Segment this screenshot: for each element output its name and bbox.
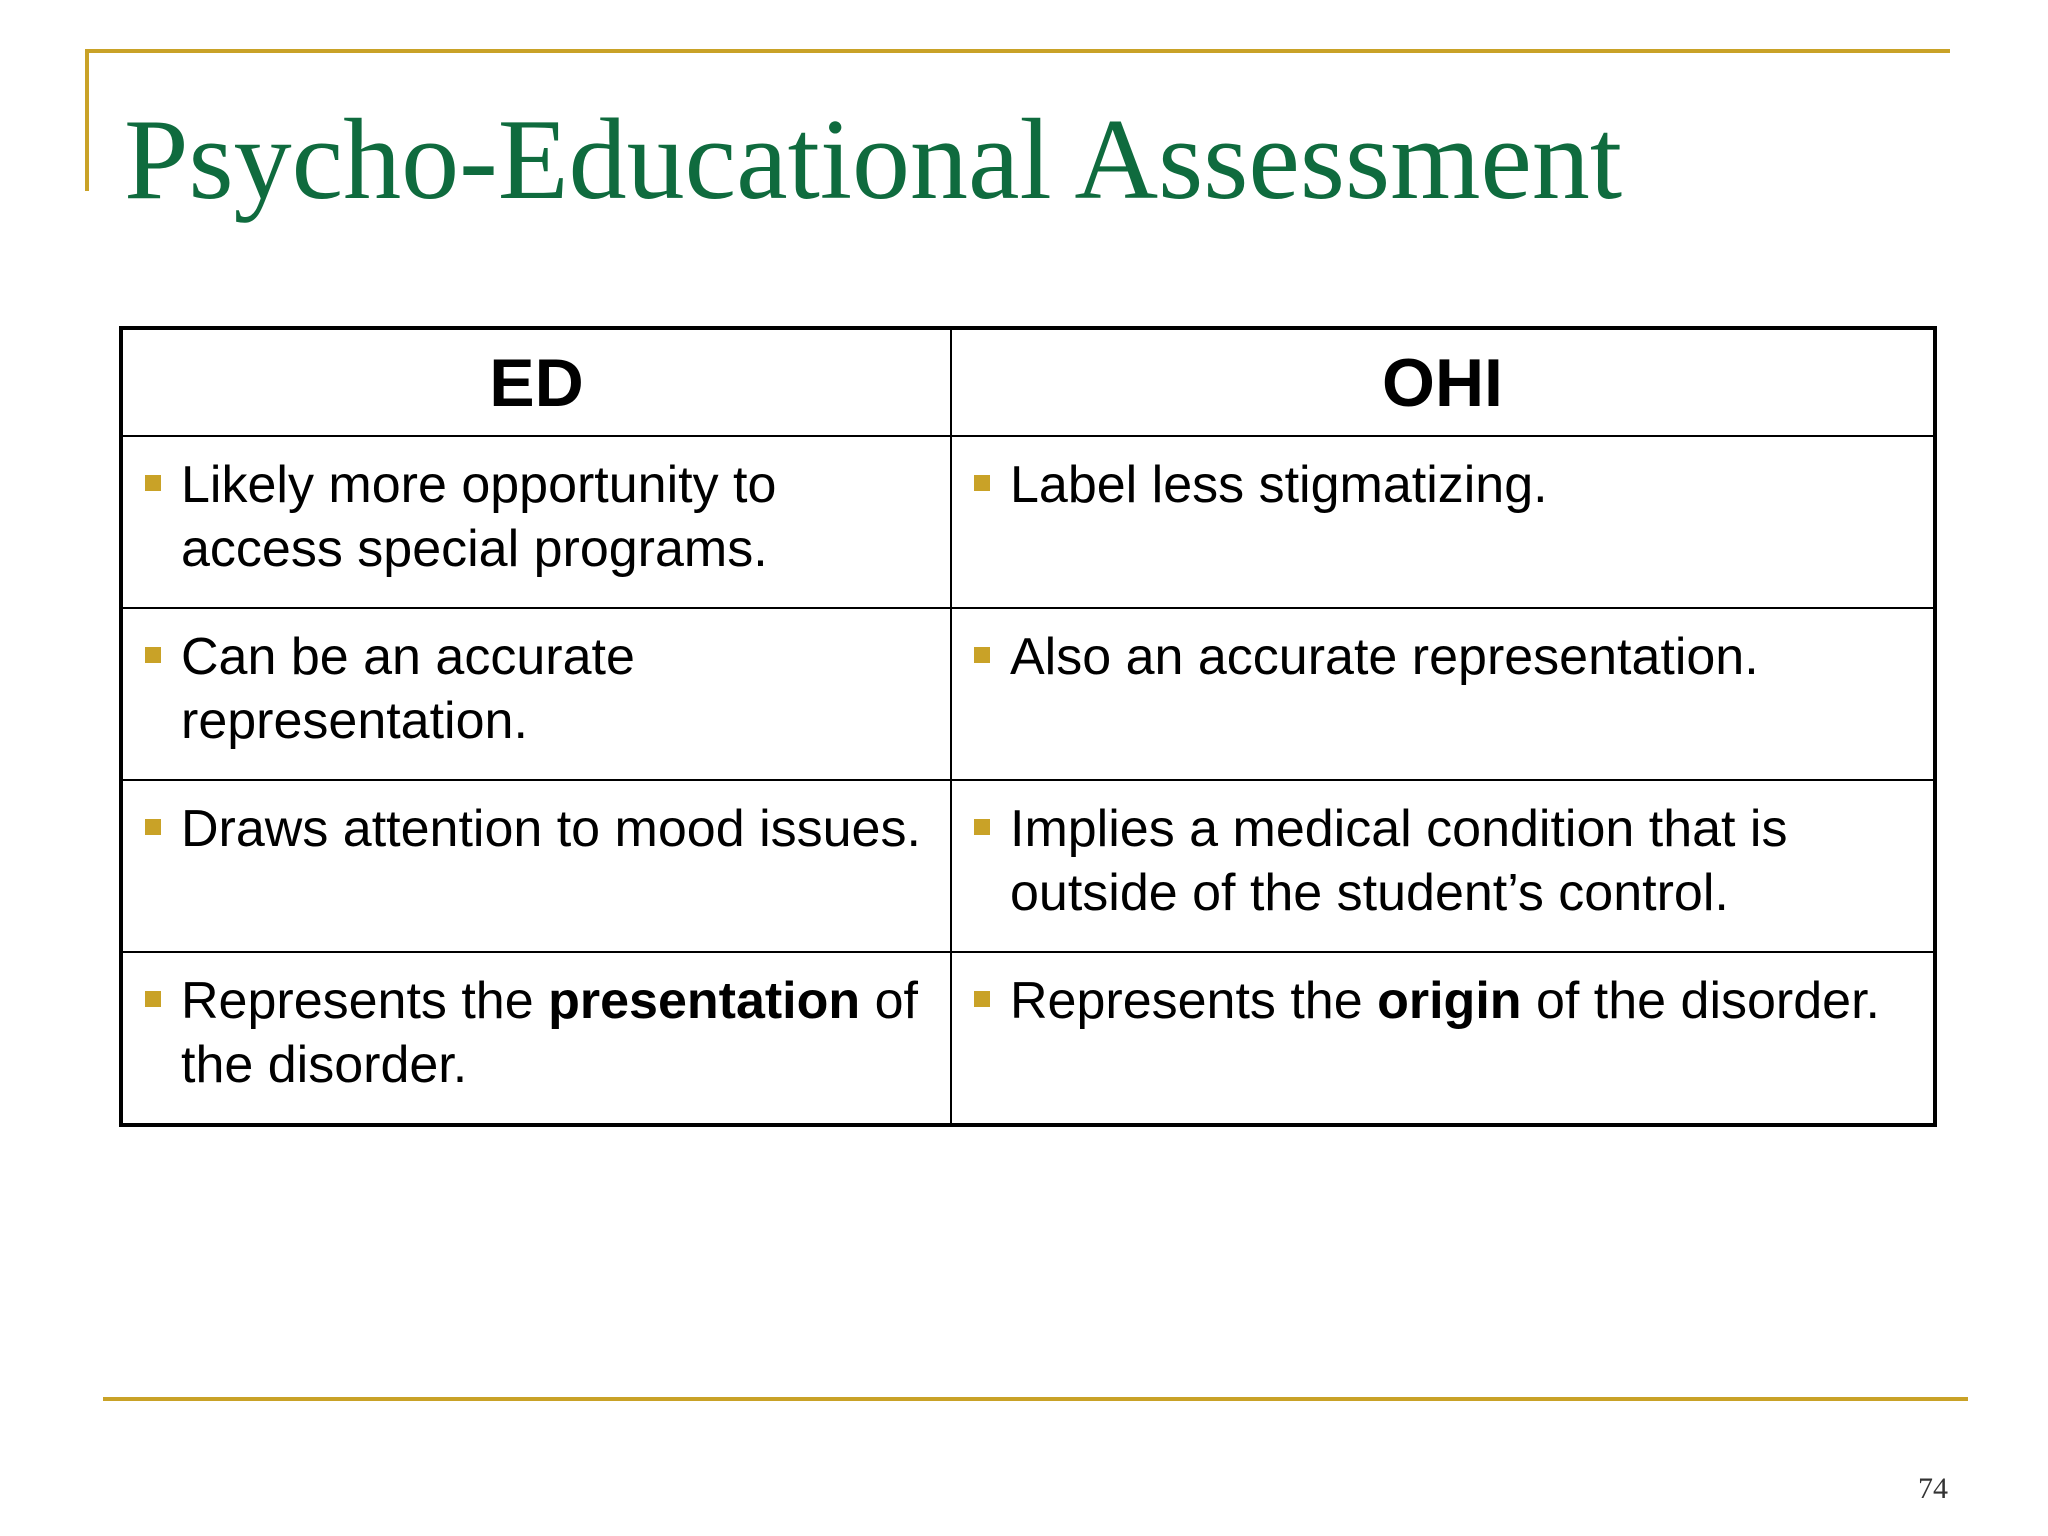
ed-text: Can be an accurate representation.	[181, 628, 635, 750]
ohi-cell	[951, 952, 1935, 1125]
ohi-emphasis: origin	[1377, 972, 1522, 1030]
square-bullet-icon	[145, 991, 161, 1007]
slide-title: Psycho-Educational Assessment	[124, 96, 1623, 224]
bottom-accent-rule	[103, 1397, 1968, 1401]
square-bullet-icon	[145, 647, 161, 663]
table-row	[121, 608, 1935, 780]
square-bullet-icon	[974, 475, 990, 491]
square-bullet-icon	[974, 647, 990, 663]
ohi-text-part: of the disorder.	[1521, 972, 1880, 1030]
table-header-row	[121, 328, 1935, 436]
ohi-cell	[951, 436, 1935, 608]
ohi-text-part: Represents the	[1010, 972, 1378, 1030]
ed-text: Likely more opportunity to access special programs.	[181, 456, 777, 578]
square-bullet-icon	[145, 475, 161, 491]
ohi-text	[1010, 969, 1913, 1033]
ohi-cell	[951, 780, 1935, 952]
square-bullet-icon	[974, 819, 990, 835]
table-row	[121, 436, 1935, 608]
ohi-cell	[951, 608, 1935, 780]
ed-text	[181, 969, 930, 1097]
comparison-table	[119, 326, 1937, 1127]
ed-cell	[121, 780, 951, 952]
ohi-text: Implies a medical condition that is outside of the student’s control.	[1010, 800, 1788, 922]
ohi-text: Also an accurate representation.	[1010, 628, 1759, 686]
top-left-accent-rule	[85, 49, 89, 191]
table-row	[121, 780, 1935, 952]
square-bullet-icon	[145, 819, 161, 835]
table-row	[121, 952, 1935, 1125]
ed-text-part: Represents the	[181, 972, 549, 1030]
top-accent-rule	[85, 49, 1950, 53]
ed-text: Draws attention to mood issues.	[181, 800, 921, 858]
ed-cell	[121, 436, 951, 608]
ed-cell	[121, 952, 951, 1125]
header-ohi: OHI	[951, 328, 1935, 436]
header-ed: ED	[121, 328, 951, 436]
ed-text-part: of the disorder.	[181, 972, 918, 1094]
ohi-text: Label less stigmatizing.	[1010, 456, 1548, 514]
ed-cell	[121, 608, 951, 780]
ed-emphasis: presentation	[548, 972, 861, 1030]
square-bullet-icon	[974, 991, 990, 1007]
page-number: 74	[1918, 1472, 1948, 1505]
